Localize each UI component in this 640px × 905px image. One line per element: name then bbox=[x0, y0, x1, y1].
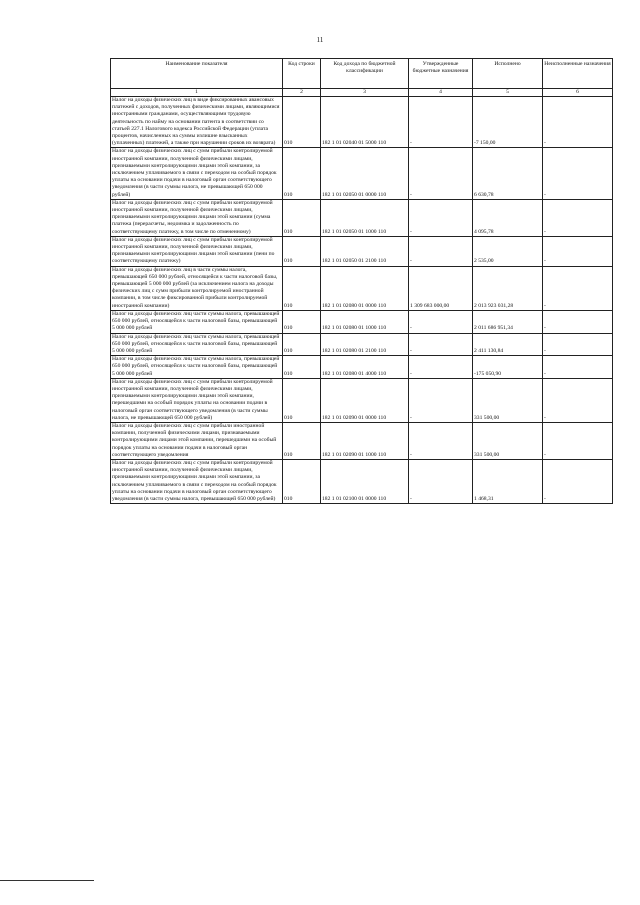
approved-amount: 1 309 683 000,00 bbox=[409, 266, 473, 310]
header-name: Наименование показателя bbox=[111, 59, 283, 89]
footnote-rule bbox=[0, 880, 94, 881]
budget-code: 182 1 01 02050 01 1000 110 bbox=[321, 199, 409, 236]
unexecuted-amount: - bbox=[543, 97, 613, 148]
table-row bbox=[111, 266, 613, 310]
table-row bbox=[111, 333, 613, 356]
executed-amount: -175 050,90 bbox=[473, 356, 543, 379]
budget-code: 182 1 01 02080 01 4000 110 bbox=[321, 356, 409, 379]
table-row bbox=[111, 148, 613, 199]
indicator-name: Налог на доходы физических лиц с сумм прибыли контролируемой иностранной компании, полученной физическими лицами, признаваемыми контролирующими лицами этой компании, за исключением уплачиваемого в связи с переходом на особый порядок уплаты на основании подачи в налоговый орган соответствующего уведомления (в части суммы налога, превышающей 650 000 рублей) bbox=[111, 459, 283, 503]
column-number: 1 bbox=[111, 89, 283, 97]
approved-amount: - bbox=[409, 236, 473, 266]
header-executed: Исполнено bbox=[473, 59, 543, 89]
header-row bbox=[111, 59, 613, 89]
header-line-code: Код строки bbox=[283, 59, 321, 89]
unexecuted-amount: - bbox=[543, 266, 613, 310]
unexecuted-amount: - bbox=[543, 333, 613, 356]
indicator-name: Налог на доходы физических лиц части суммы налога, превышающей 650 000 рублей, относящейся к части налоговой базы, превышающей 5 000 000 рублей bbox=[111, 310, 283, 333]
unexecuted-amount: - bbox=[543, 356, 613, 379]
table-row bbox=[111, 236, 613, 266]
executed-amount: 4 095,78 bbox=[473, 199, 543, 236]
approved-amount: - bbox=[409, 199, 473, 236]
executed-amount: 331 500,00 bbox=[473, 422, 543, 459]
approved-amount: - bbox=[409, 356, 473, 379]
budget-code: 182 1 01 02050 01 2100 110 bbox=[321, 236, 409, 266]
line-code: 010 bbox=[283, 356, 321, 379]
line-code: 010 bbox=[283, 199, 321, 236]
line-code: 010 bbox=[283, 97, 321, 148]
approved-amount: - bbox=[409, 459, 473, 503]
line-code: 010 bbox=[283, 236, 321, 266]
column-number-row bbox=[111, 89, 613, 97]
line-code: 010 bbox=[283, 459, 321, 503]
unexecuted-amount: - bbox=[543, 148, 613, 199]
table-row bbox=[111, 378, 613, 422]
unexecuted-amount: - bbox=[543, 310, 613, 333]
indicator-name: Налог на доходы физических лиц с сумм прибыли иностранной компании, полученной физическими лицами, признаваемыми контролирующими лицами этой компании, перешедшими на особый порядок уплаты на основании подачи в налоговый орган соответствующего уведомления bbox=[111, 422, 283, 459]
executed-amount: 1 468,31 bbox=[473, 459, 543, 503]
indicator-name: Налог на доходы физических лиц с сумм прибыли контролируемой иностранной компании, полученной физическими лицами, признаваемыми контролирующими лицами этой компании (пени по соответствующему платежу) bbox=[111, 236, 283, 266]
indicator-name: Налог на доходы физических лиц части суммы налога, превышающей 650 000 рублей, относящейся к части налоговой базы, превышающей 5 000 000 рублей bbox=[111, 356, 283, 379]
approved-amount: - bbox=[409, 148, 473, 199]
executed-amount: 6 630,78 bbox=[473, 148, 543, 199]
unexecuted-amount: - bbox=[543, 422, 613, 459]
budget-code: 182 1 01 02100 01 0000 110 bbox=[321, 459, 409, 503]
line-code: 010 bbox=[283, 333, 321, 356]
executed-amount: 2 013 923 031,28 bbox=[473, 266, 543, 310]
budget-code: 182 1 01 02090 01 0000 110 bbox=[321, 378, 409, 422]
executed-amount: 331 500,00 bbox=[473, 378, 543, 422]
unexecuted-amount: - bbox=[543, 378, 613, 422]
column-number: 5 bbox=[473, 89, 543, 97]
page-number: 11 bbox=[316, 36, 324, 44]
approved-amount: - bbox=[409, 333, 473, 356]
executed-amount: 2 535,00 bbox=[473, 236, 543, 266]
table-row bbox=[111, 459, 613, 503]
table-row bbox=[111, 97, 613, 148]
header-unexecuted: Неисполненные назначения bbox=[543, 59, 613, 89]
column-number: 2 bbox=[283, 89, 321, 97]
budget-code: 182 1 01 02080 01 1000 110 bbox=[321, 310, 409, 333]
unexecuted-amount: - bbox=[543, 236, 613, 266]
executed-amount: 2 411 130,84 bbox=[473, 333, 543, 356]
header-budget-code: Код дохода по бюджетной классификации bbox=[321, 59, 409, 89]
approved-amount: - bbox=[409, 422, 473, 459]
table-row bbox=[111, 310, 613, 333]
unexecuted-amount: - bbox=[543, 459, 613, 503]
table-row bbox=[111, 199, 613, 236]
table-row bbox=[111, 422, 613, 459]
header-approved: Утвержденные бюджетные назначения bbox=[409, 59, 473, 89]
executed-amount: 2 011 686 951,34 bbox=[473, 310, 543, 333]
line-code: 010 bbox=[283, 422, 321, 459]
budget-code: 182 1 01 02080 01 2100 110 bbox=[321, 333, 409, 356]
line-code: 010 bbox=[283, 310, 321, 333]
table-row bbox=[111, 356, 613, 379]
indicator-name: Налог на доходы физических лиц в виде фиксированных авансовых платежей с доходов, полученных физическими лицами, являющимися иностранными гражданами, осуществляющими трудовую деятельность по найму на основании патента в соответствии со статьей 227.1 Налогового кодекса Российской Федерации (уплата процентов, начисленных на суммы излишне взысканных (уплаченных) платежей, а также при нарушении сроков их возврата) bbox=[111, 97, 283, 148]
unexecuted-amount: - bbox=[543, 199, 613, 236]
budget-code: 182 1 01 02090 01 1000 110 bbox=[321, 422, 409, 459]
indicator-name: Налог на доходы физических лиц с сумм прибыли контролируемой иностранной компании, полученной физическими лицами, признаваемыми контролирующими лицами этой компании, за исключением уплачиваемого в связи с переходом на особый порядок уплаты на основании подачи в налоговый орган соответствующего уведомления (в части суммы налога, не превышающей 650 000 рублей) bbox=[111, 148, 283, 199]
budget-code: 182 1 01 02080 01 0000 110 bbox=[321, 266, 409, 310]
indicator-name: Налог на доходы физических лиц в части суммы налога, превышающей 650 000 рублей, относящейся к части налоговой базы, превышающей 5 000 000 рублей (за исключением налога на доходы физических лиц с сумм прибыли контролируемой иностранной компании, в том числе фиксированной прибыли контролируемой иностранной компании) bbox=[111, 266, 283, 310]
column-number: 3 bbox=[321, 89, 409, 97]
column-number: 6 bbox=[543, 89, 613, 97]
budget-code: 182 1 01 02040 01 5000 110 bbox=[321, 97, 409, 148]
approved-amount: - bbox=[409, 310, 473, 333]
line-code: 010 bbox=[283, 266, 321, 310]
indicator-name: Налог на доходы физических лиц с сумм прибыли контролируемой иностранной компании, полученной физическими лицами, признаваемыми контролирующими лицами этой компании, перешедшими на особый порядок уплаты на основании подачи в налоговый орган соответствующего уведомления (в части суммы налога, не превышающей 650 000 рублей) bbox=[111, 378, 283, 422]
indicator-name: Налог на доходы физических лиц с сумм прибыли контролируемой иностранной компании, полученной физическими лицами, признаваемыми контролирующими лицами этой компании (сумма платежа (перерасчеты, недоимка и задолженность по соответствующему платежу, в том числе по отмененному) bbox=[111, 199, 283, 236]
line-code: 010 bbox=[283, 148, 321, 199]
column-number: 4 bbox=[409, 89, 473, 97]
budget-execution-table bbox=[110, 58, 613, 504]
indicator-name: Налог на доходы физических лиц части суммы налога, превышающей 650 000 рублей, относящейся к части налоговой базы, превышающей 5 000 000 рублей bbox=[111, 333, 283, 356]
budget-code: 182 1 01 02050 01 0000 110 bbox=[321, 148, 409, 199]
approved-amount: - bbox=[409, 97, 473, 148]
approved-amount: - bbox=[409, 378, 473, 422]
line-code: 010 bbox=[283, 378, 321, 422]
executed-amount: -7 150,00 bbox=[473, 97, 543, 148]
